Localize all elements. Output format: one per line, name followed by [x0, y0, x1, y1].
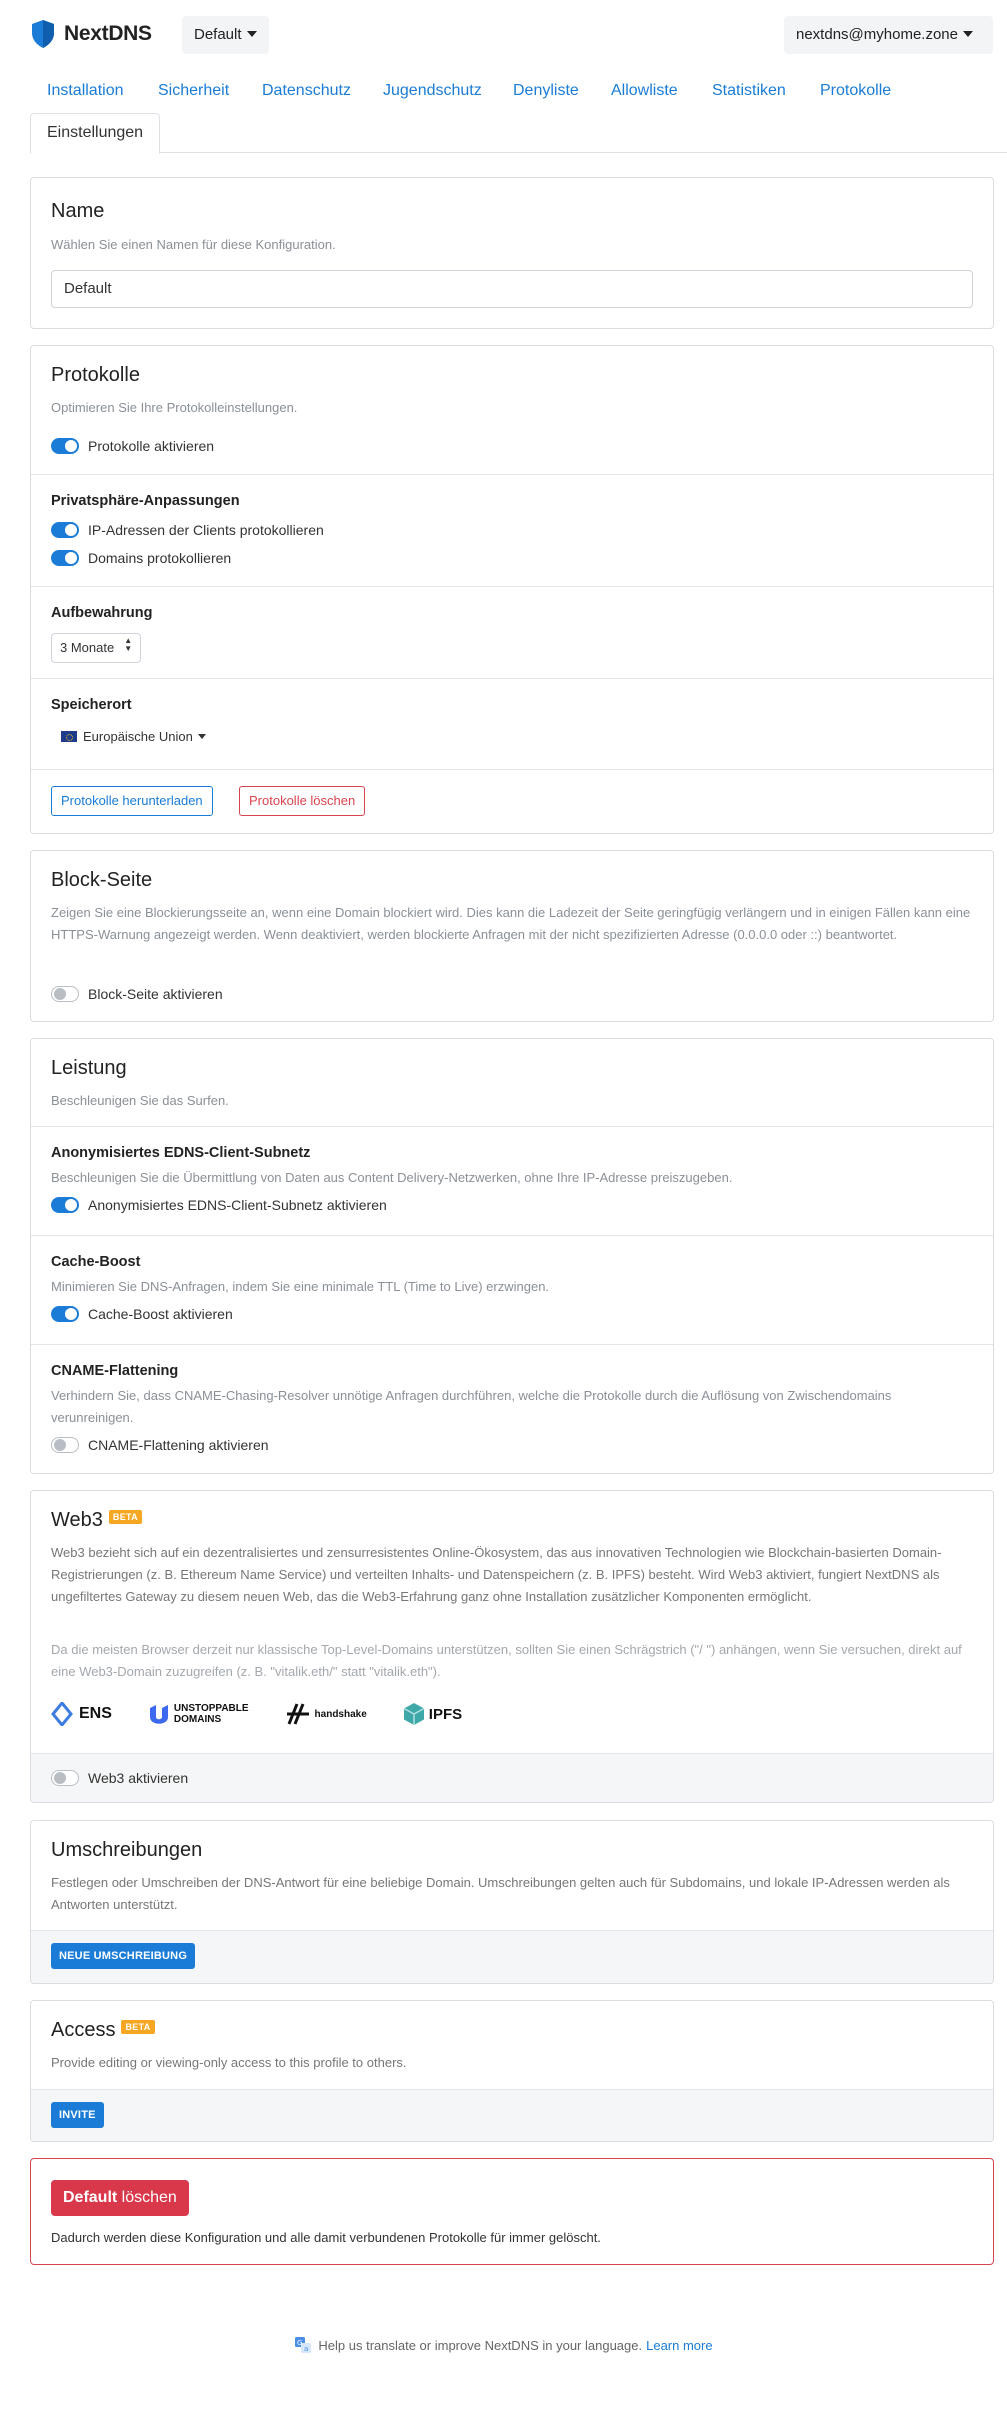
brand-name: NextDNS [64, 22, 152, 45]
rewrites-title: Umschreibungen [51, 1839, 203, 1861]
logs-card-title: Protokolle [51, 364, 140, 386]
chevron-down-icon [198, 734, 206, 739]
retention-value: 3 Monate [60, 640, 115, 655]
handshake-logo: handshake [285, 1702, 367, 1726]
ens-icon [51, 1702, 73, 1726]
delete-label: löschen [117, 2189, 177, 2206]
new-rewrite-button[interactable]: NEUE UMSCHREIBUNG [51, 1943, 195, 1969]
toggle-switch[interactable] [51, 1197, 79, 1213]
brand-logo[interactable] [30, 19, 152, 49]
download-logs-button[interactable]: Protokolle herunterladen [51, 786, 213, 816]
tab-installation[interactable]: Installation [47, 82, 124, 99]
rewrites-card [30, 1820, 994, 1984]
config-name-input[interactable]: Default [51, 270, 973, 308]
ipfs-icon [403, 1702, 425, 1726]
web3-toggle-label: Web3 aktivieren [88, 1770, 189, 1786]
chevron-down-icon [963, 31, 973, 37]
name-card-description: Wählen Sie einen Namen für diese Konfiguration. [51, 237, 336, 252]
account-email: nextdns@myhome.zone [796, 26, 958, 43]
storage-location-value: Europäische Union [83, 729, 193, 744]
settings-tabs [30, 70, 1007, 154]
delete-config-card [30, 2158, 994, 2265]
ecs-toggle-label: Anonymisiertes EDNS-Client-Subnetz aktivieren [88, 1197, 387, 1213]
log-domains-toggle[interactable] [51, 550, 231, 566]
cname-flattening-description: Verhindern Sie, dass CNAME-Chasing-Resolver unnötige Anfragen durchführen, welche die Protokolle durch die Auflösung von Zwischendomains verunreinigen. [51, 1388, 892, 1425]
ens-logo: ENS [51, 1702, 112, 1726]
storage-location-dropdown[interactable] [61, 729, 206, 744]
toggle-switch[interactable] [51, 986, 79, 1002]
performance-title: Leistung [51, 1057, 127, 1079]
profile-selector[interactable] [182, 16, 269, 54]
toggle-switch[interactable] [51, 438, 79, 454]
toggle-switch[interactable] [51, 550, 79, 566]
tab-analytics[interactable]: Statistiken [712, 82, 786, 99]
delete-config-button[interactable] [51, 2180, 189, 2216]
web3-description: Web3 bezieht sich auf ein dezentralisiertes und zensurresistentes Online-Ökosystem, das aus innovativen Technologien wie Blockchain-basierten Domain-Registrierungen (z. B. Ethereum Name Service) und verteilten Inhalts- und Datenspeichern (z. B. IPFS) besteht. Wird Web3 aktiviert, fungiert NextDNS als ungefiltertes Gateway zu diesem neuen Web, das die Web3-Erfahrung ganz ohne Installation zusätzlicher Komponenten ermöglicht. [51, 1545, 942, 1604]
toggle-switch[interactable] [51, 1770, 79, 1786]
logs-card [30, 345, 994, 834]
access-card [30, 2000, 994, 2142]
toggle-switch[interactable] [51, 522, 79, 538]
cache-boost-description: Minimieren Sie DNS-Anfragen, indem Sie eine minimale TTL (Time to Live) erzwingen. [51, 1279, 550, 1294]
name-card-title: Name [51, 200, 105, 222]
cname-flattening-toggle[interactable] [51, 1437, 269, 1453]
web3-title-row [51, 1509, 142, 1532]
delete-logs-button[interactable]: Protokolle löschen [239, 786, 365, 816]
unstoppable-domains-icon [148, 1702, 170, 1726]
svg-text:a: a [304, 2345, 309, 2353]
web3-note: Da die meisten Browser derzeit nur klassische Top-Level-Domains unterstützen, sollten Sie einen Schrägstrich ("/ ") anhängen, wenn Sie versuchen, direkt auf eine Web3-Domain zuzugreifen (z. B. "vitalik.eth/" statt "vitalik.eth"). [51, 1642, 962, 1679]
tab-parental-control[interactable]: Jugendschutz [383, 82, 482, 99]
storage-location-title: Speicherort [51, 697, 132, 713]
access-title: Access [51, 2019, 116, 2041]
cache-boost-toggle-label: Cache-Boost aktivieren [88, 1306, 233, 1322]
rewrites-description: Festlegen oder Umschreiben der DNS-Antwort für eine beliebige Domain. Umschreibungen gelten auch für Subdomains, und lokale IP-Adressen werden als Antworten unterstützt. [51, 1875, 950, 1912]
tab-privacy[interactable]: Datenschutz [262, 82, 351, 99]
block-page-toggle[interactable] [51, 986, 223, 1002]
unstoppable-domains-logo: UNSTOPPABLE DOMAINS [148, 1702, 249, 1726]
log-domains-label: Domains protokollieren [88, 550, 232, 566]
svg-text:G: G [297, 2339, 303, 2347]
chevron-down-icon [247, 31, 257, 37]
block-page-toggle-label: Block-Seite aktivieren [88, 986, 223, 1002]
beta-badge: BETA [109, 1510, 142, 1524]
logs-enable-toggle[interactable] [51, 438, 214, 454]
access-title-row [51, 2019, 155, 2042]
performance-description: Beschleunigen Sie das Surfen. [51, 1093, 229, 1108]
divider [31, 769, 993, 770]
handshake-icon [285, 1702, 311, 1726]
tab-denylist[interactable]: Denyliste [513, 82, 579, 99]
access-description: Provide editing or viewing-only access to this profile to others. [51, 2055, 407, 2070]
tabs-divider [30, 152, 1007, 153]
retention-select[interactable] [51, 633, 141, 663]
cache-boost-toggle[interactable] [51, 1306, 233, 1322]
web3-title: Web3 [51, 1509, 103, 1531]
tab-settings[interactable]: Einstellungen [30, 113, 160, 154]
divider [31, 1235, 993, 1236]
divider [31, 678, 993, 679]
translate-icon [294, 2336, 312, 2354]
translate-text: Help us translate or improve NextDNS in your language. [318, 2337, 643, 2353]
retention-title: Aufbewahrung [51, 605, 153, 621]
delete-config-description: Dadurch werden diese Konfiguration und alle damit verbundenen Protokolle für immer gelöscht. [51, 2230, 601, 2245]
toggle-switch[interactable] [51, 1306, 79, 1322]
account-menu[interactable] [784, 16, 993, 54]
divider [31, 1126, 993, 1127]
web3-toggle[interactable] [51, 1770, 188, 1786]
divider [31, 1344, 993, 1345]
toggle-switch[interactable] [51, 1437, 79, 1453]
select-arrows-icon: ▲ ▼ [124, 636, 133, 653]
web3-footer [31, 1753, 993, 1803]
ecs-title: Anonymisiertes EDNS-Client-Subnetz [51, 1145, 311, 1161]
access-footer [31, 2089, 993, 2142]
eu-flag-icon [61, 731, 77, 742]
top-header [0, 0, 1007, 70]
log-client-ip-label: IP-Adressen der Clients protokollieren [88, 522, 324, 538]
log-client-ip-toggle[interactable] [51, 522, 324, 538]
profile-selector-label: Default [194, 26, 242, 43]
rewrites-footer [31, 1930, 993, 1984]
performance-card [30, 1038, 994, 1474]
logs-card-description: Optimieren Sie Ihre Protokolleinstellungen. [51, 400, 298, 415]
web3-card [30, 1490, 994, 1803]
block-page-title: Block-Seite [51, 869, 153, 891]
ecs-toggle[interactable] [51, 1197, 387, 1213]
learn-more-link[interactable]: Learn more [646, 2337, 713, 2353]
logs-enable-label: Protokolle aktivieren [88, 438, 215, 454]
privacy-adjustments-title: Privatsphäre-Anpassungen [51, 493, 240, 509]
divider [31, 474, 993, 475]
tab-logs[interactable]: Protokolle [820, 82, 892, 99]
name-card [30, 177, 994, 329]
ecs-description: Beschleunigen Sie die Übermittlung von Daten aus Content Delivery-Netzwerken, ohne Ihre IP-Adresse preiszugeben. [51, 1170, 733, 1185]
cache-boost-title: Cache-Boost [51, 1254, 141, 1270]
tab-security[interactable]: Sicherheit [158, 82, 230, 99]
invite-button[interactable]: INVITE [51, 2102, 104, 2128]
beta-badge: BETA [121, 2020, 154, 2034]
block-page-card [30, 850, 994, 1022]
cname-flattening-title: CNAME-Flattening [51, 1363, 179, 1379]
tab-allowlist[interactable]: Allowliste [611, 82, 678, 99]
config-name: Default [63, 2189, 118, 2206]
web3-logos [51, 1702, 498, 1726]
nextdns-shield-icon [30, 19, 56, 49]
translate-footer [0, 2336, 1007, 2354]
cname-flattening-toggle-label: CNAME-Flattening aktivieren [88, 1437, 269, 1453]
divider [31, 586, 993, 587]
ipfs-logo: IPFS [403, 1702, 462, 1726]
block-page-description: Zeigen Sie eine Blockierungsseite an, wenn eine Domain blockiert wird. Dies kann die Ladezeit der Seite geringfügig verlängern und in einigen Fällen kann eine HTTPS-Warnung angezeigt werden. Wenn deaktiviert, werden blockierte Anfragen mit der nicht spezifizierten Adresse (0.0.0.0 oder ::) beantwortet. [51, 905, 971, 942]
